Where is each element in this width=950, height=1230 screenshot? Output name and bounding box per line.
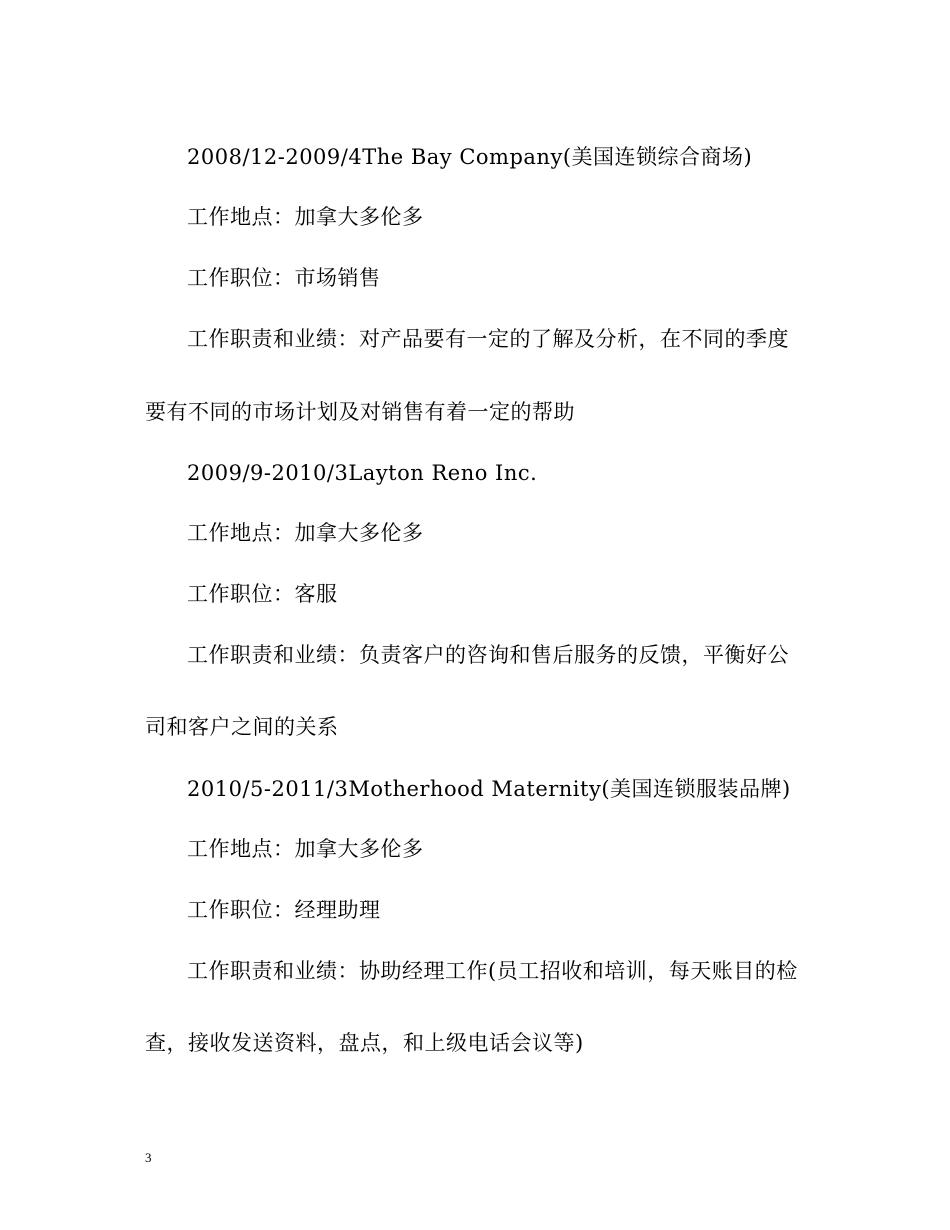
entry-1-location: 工作地点：加拿大多伦多: [187, 205, 424, 229]
entry-1-duties-line-2: 要有不同的市场计划及对销售有着一定的帮助: [145, 400, 575, 424]
entry-1-header: 2008/12-2009/4The Bay Company(美国连锁综合商场): [187, 145, 753, 169]
entry-2-position: 工作职位：客服: [187, 582, 338, 606]
entry-2-header: 2009/9-2010/3Layton Reno Inc.: [187, 461, 538, 485]
entry-2-duties-line-2: 司和客户之间的关系: [145, 715, 339, 739]
entry-1-position: 工作职位：市场销售: [187, 266, 381, 290]
entry-1-duties-line-1: 工作职责和业绩：对产品要有一定的了解及分析，在不同的季度: [187, 327, 789, 351]
entry-2-location: 工作地点：加拿大多伦多: [187, 521, 424, 545]
entry-2-duties-line-1: 工作职责和业绩：负责客户的咨询和售后服务的反馈，平衡好公: [187, 643, 789, 667]
entry-3-duties-line-1: 工作职责和业绩：协助经理工作(员工招收和培训，每天账目的检: [187, 959, 798, 983]
page-number: 3: [145, 1150, 152, 1165]
entry-3-header: 2010/5-2011/3Motherhood Maternity(美国连锁服装品牌): [187, 777, 791, 801]
entry-3-duties-line-2: 查，接收发送资料，盘点，和上级电话会议等): [145, 1031, 584, 1055]
entry-3-location: 工作地点：加拿大多伦多: [187, 837, 424, 861]
entry-3-position: 工作职位：经理助理: [187, 898, 381, 922]
